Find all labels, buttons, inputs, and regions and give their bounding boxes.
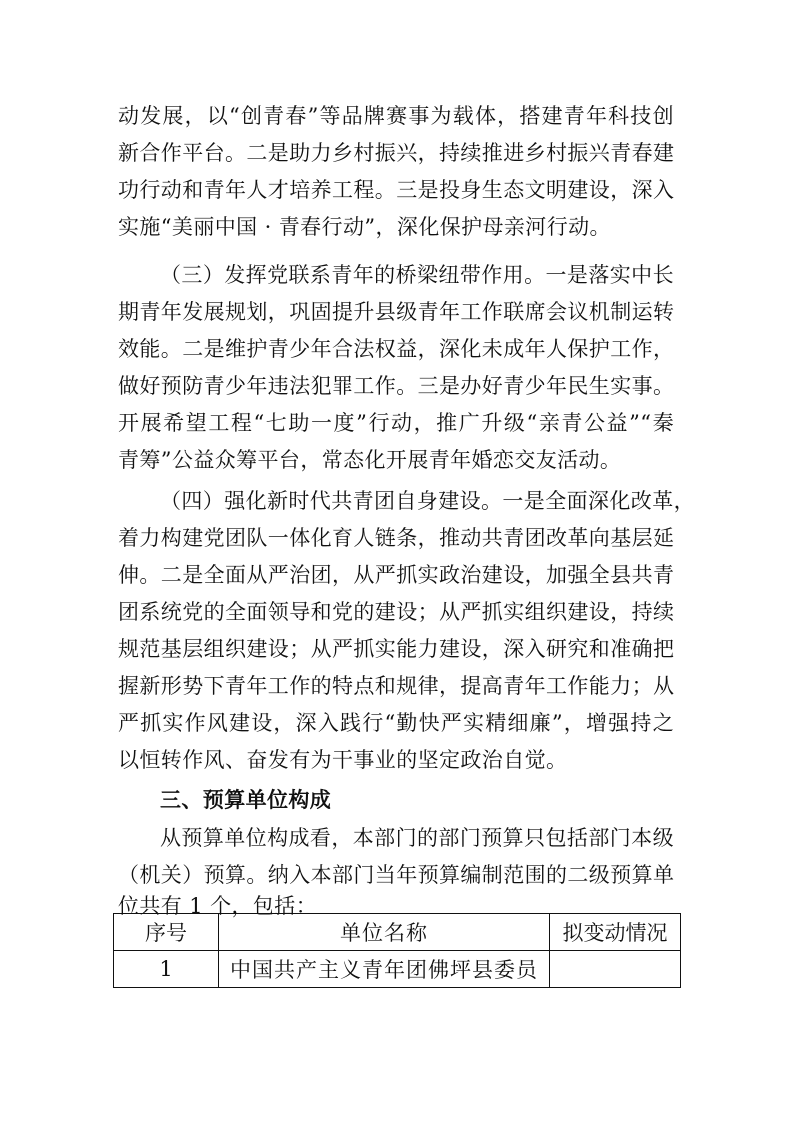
section-heading-3: （三）发挥党联系青年的桥梁纽带作用。一是落实中长: [160, 263, 674, 287]
body-line: 团系统党的全面领导和党的建设；从严抓实组织建设，持续: [118, 600, 675, 624]
body-line: 着力构建党团队一体化育人链条，推动共青团改革向基层延: [118, 526, 675, 550]
budget-unit-table: [113, 913, 681, 988]
body-line: 以恒转作风、奋发有为干事业的坚定政治自觉。: [118, 748, 568, 772]
header-index: 序号: [114, 914, 219, 951]
cell-unit-name: 中国共产主义青年团佛坪县委员: [219, 951, 550, 988]
body-line: 效能。二是维护青少年合法权益，深化未成年人保护工作，: [118, 337, 675, 361]
header-change-status: 拟变动情况: [550, 914, 681, 951]
table-header-row: [114, 914, 681, 951]
body-line: 开展希望工程“七助一度”行动，推广升级“亲青公益”“秦: [118, 411, 674, 435]
body-line: 实施“美丽中国 · 青春行动”，深化保护母亲河行动。: [118, 215, 611, 239]
body-line: 新合作平台。二是助力乡村振兴，持续推进乡村振兴青春建: [118, 141, 675, 165]
cell-index: 1: [114, 951, 219, 988]
body-line: 做好预防青少年违法犯罪工作。三是办好青少年民生实事。: [118, 374, 675, 398]
section-title: 三、预算单位构成: [160, 788, 332, 812]
body-line: 严抓实作风建设，深入践行“勤快严实精细廉”，增强持之: [118, 711, 674, 735]
body-line: 期青年发展规划，巩固提升县级青年工作联席会议机制运转: [118, 300, 675, 324]
body-line: 动发展，以“创青春”等品牌赛事为载体，搭建青年科技创: [118, 104, 674, 128]
table-row: [114, 951, 681, 988]
body-line: 青筹”公益众筹平台，常态化开展青年婚恋交友活动。: [118, 448, 622, 472]
section-heading-4: （四）强化新时代共青团自身建设。一是全面深化改革，: [160, 489, 695, 513]
body-line: 伸。二是全面从严治团，从严抓实政治建设，加强全县共青: [118, 563, 675, 587]
body-line: 规范基层组织建设；从严抓实能力建设，深入研究和准确把: [118, 637, 675, 661]
header-unit-name: 单位名称: [219, 914, 550, 951]
body-line: 位共有 1 个，包括：: [118, 894, 318, 918]
cell-change-status: [550, 951, 681, 988]
body-line: 从预算单位构成看，本部门的部门预算只包括部门本级: [160, 826, 674, 850]
body-line: 握新形势下青年工作的特点和规律，提高青年工作能力；从: [118, 674, 675, 698]
body-line: （机关）预算。纳入本部门当年预算编制范围的二级预算单: [118, 863, 675, 887]
body-line: 功行动和青年人才培养工程。三是投身生态文明建设，深入: [118, 178, 675, 202]
